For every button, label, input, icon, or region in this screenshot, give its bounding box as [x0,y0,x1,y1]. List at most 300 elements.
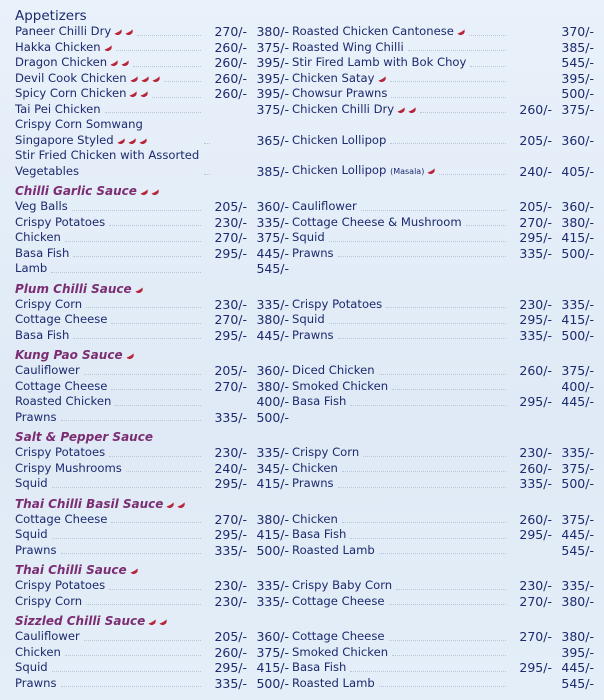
chili-icon [426,165,436,175]
menu-item [15,215,289,231]
chili-icon [396,104,406,114]
menu-item [15,379,289,395]
item-name-text: Crispy Corn [15,296,83,311]
price-full: 335/- [561,296,594,312]
menu-row [15,645,594,661]
price-half: 205/- [214,363,248,378]
chili-icon [137,135,147,145]
menu-row [15,363,594,379]
menu-row [15,199,594,215]
item-name-text: Cottage Cheese [15,378,108,393]
price-full: 445/- [256,245,290,261]
price-full: 395/- [561,644,594,660]
item-name-text: Chowsur Prawns [292,86,388,100]
menu-row [15,117,594,148]
item-name-text: Cauliflower [292,199,357,213]
price-full: 395/- [256,70,290,86]
menu-section [15,614,594,691]
menu-row [15,394,594,410]
menu-row [15,148,594,179]
item-name [292,328,334,344]
menu-item [15,527,289,543]
menu-item [289,461,594,477]
menu-row [15,86,594,102]
price-full: 370/- [561,24,594,39]
menu-row [15,261,594,277]
menu-item [15,246,289,262]
item-name-text: Roasted Chicken Cantonese [292,24,454,38]
menu-item [289,543,594,559]
chili-icon [456,26,466,36]
item-name-text: Crispy Potatoes [292,296,383,311]
menu-item [15,55,289,71]
item-name-text: Chicken [15,644,61,659]
chili-icon [133,284,143,294]
menu-item [15,24,289,40]
item-name [292,594,384,610]
item-name-text: Basa Fish [15,245,70,260]
item-name-text: Chicken Lollipop [292,132,387,147]
dotted-leader [51,272,201,273]
price-half: 260/- [519,460,552,476]
menu-item [289,527,594,543]
menu-item [289,379,594,395]
chili-icon [113,26,123,36]
price-half: 260/- [519,511,552,527]
menu-row [15,328,594,344]
section-title [15,563,594,578]
item-name-text: Squid [15,476,48,490]
dotted-leader [111,389,201,390]
item-name-text: Squid [15,660,48,674]
price-half: 260/- [214,86,248,101]
menu-row [15,527,594,543]
menu-item [289,102,594,118]
menu-item [15,117,289,148]
price-half: 230/- [519,445,552,460]
item-name-text: Veg Balls [15,199,68,213]
item-name-text: Prawns [15,409,57,424]
price-half: 230/- [519,296,552,312]
price-half: 230/- [214,445,248,460]
dotted-leader [379,686,506,687]
menu-item [15,660,289,676]
menu-row [15,379,594,395]
dotted-leader [61,553,202,554]
menu-item [15,543,289,559]
price-full: 360/- [561,199,594,214]
price-half: 260/- [214,39,248,55]
item-name [15,246,69,262]
price-full: 360/- [256,363,290,378]
menu-item [289,328,594,344]
dotted-leader [396,589,506,590]
item-name-text: Roasted Chicken [15,394,112,408]
menu-row [15,660,594,676]
item-name [292,363,375,379]
item-name [15,71,160,87]
menu-item [15,445,289,461]
dotted-leader [116,50,201,51]
section-title [15,184,594,199]
price-full: 415/- [256,527,290,542]
dotted-leader [137,35,201,36]
item-name [292,297,382,313]
item-name [15,261,47,277]
menu-row [15,55,594,71]
chili-icon [147,616,157,626]
menu-row [15,312,594,328]
price-half: 295/- [519,527,552,542]
dotted-leader [65,655,201,656]
price-half: 240/- [519,163,552,179]
price-full: 500/- [561,327,594,343]
price-half: 295/- [214,327,248,343]
price-full: 500/- [256,542,290,558]
menu-item [289,476,594,492]
price-full: 375/- [561,363,594,378]
price-full: 415/- [561,230,594,245]
item-name-text: Smoked Chicken [292,644,389,659]
item-name-text: Crispy Mushrooms [15,460,122,475]
item-name [292,24,465,40]
price-full: 345/- [256,460,290,476]
menu-item [289,261,594,277]
chili-icon [150,73,160,83]
menu-item [15,71,289,87]
price-full: 380/- [561,214,594,230]
price-half: 230/- [214,593,248,609]
menu-item [289,594,594,610]
menu-item [15,40,289,56]
item-name [15,645,61,661]
price-full: 335/- [256,214,290,230]
menu-section [15,497,594,559]
menu-item [15,363,289,379]
dotted-leader [470,66,506,67]
menu-item [289,86,594,102]
item-name [292,102,416,118]
price-half: 270/- [214,312,248,327]
item-name [15,86,148,102]
menu-row [15,246,594,262]
price-full: 385/- [561,39,594,55]
price-half: 260/- [214,644,248,660]
menu-item [289,394,594,410]
item-name [15,629,80,645]
dotted-leader [420,112,506,113]
item-name [15,199,68,215]
chili-icon [124,350,134,360]
item-name [292,461,338,477]
item-name-text: Paneer Chilli Dry [15,24,112,38]
item-name-text: Crispy Corn [15,593,83,608]
item-note: (Masala) [390,166,425,176]
item-name [15,394,111,410]
price-full: 335/- [561,445,594,460]
dotted-leader [390,143,506,144]
item-name-text: Chicken Satay [292,70,375,85]
dotted-leader [392,655,506,656]
item-name-text: Spicy Corn Chicken [15,86,127,100]
price-full: 385/- [256,163,290,179]
menu-item [289,445,594,461]
section-title-text: Appetizers [15,8,87,24]
price-half: 260/- [519,101,552,117]
dotted-leader [392,389,506,390]
menu-item [15,394,289,410]
price-full: 365/- [256,132,290,148]
item-name [292,527,346,543]
price-full: 545/- [256,261,290,276]
price-full: 500/- [561,86,594,101]
dotted-leader [152,97,201,98]
price-half: 270/- [214,24,248,39]
dotted-leader [338,256,506,257]
dotted-leader [109,589,201,590]
menu-item [289,410,594,426]
section-title-text: Salt & Pepper Sauce [15,430,153,444]
item-name-text: Roasted Lamb [292,675,375,690]
dotted-leader [52,671,201,672]
dotted-leader [342,471,506,472]
dotted-leader [329,323,506,324]
item-name-text: Basa Fish [292,527,347,541]
item-name [292,71,385,87]
dotted-leader [105,112,201,113]
dotted-leader [363,456,506,457]
price-full: 415/- [561,312,594,327]
chili-icon [102,42,112,52]
dotted-leader [361,210,506,211]
price-half: 335/- [214,409,248,425]
dotted-leader [111,522,201,523]
item-name [15,215,105,231]
dotted-leader [338,338,506,339]
price-half: 230/- [214,578,248,593]
item-name-text: Prawns [15,542,57,557]
dotted-leader [466,225,506,226]
section-title-text: Kung Pao Sauce [15,348,123,362]
item-name [292,512,338,528]
price-full: 380/- [256,511,290,527]
chili-icon [158,616,168,626]
item-name-text: Squid [15,527,48,541]
menu-item [15,676,289,692]
menu-item [15,230,289,246]
price-half: 295/- [519,312,552,327]
price-half: 205/- [214,199,248,214]
item-name-text: Basa Fish [292,394,347,408]
menu-section [15,430,594,492]
chili-icon [139,186,149,196]
dotted-leader [111,323,201,324]
item-name [15,40,112,56]
dotted-leader [329,241,506,242]
menu-item [289,55,594,71]
item-name-text: Crispy Baby Corn [292,578,393,592]
item-name [15,148,200,179]
price-full: 375/- [561,511,594,527]
price-full: 380/- [561,629,594,644]
menu-row [15,24,594,40]
price-half: 335/- [519,245,552,261]
item-name-text: Crispy Potatoes [15,445,106,459]
item-name [15,410,57,426]
price-full: 445/- [561,394,594,409]
price-full: 375/- [256,644,290,660]
price-full: 400/- [256,394,290,409]
item-name-text: Cottage Cheese [292,593,385,608]
price-full: 400/- [561,378,594,394]
item-name [15,594,82,610]
item-name-text: Prawns [292,476,334,490]
dotted-leader [379,374,506,375]
dotted-leader [204,174,210,175]
price-full: 380/- [256,24,290,39]
dotted-leader [350,538,506,539]
menu-item [15,261,289,277]
price-full: 335/- [256,296,290,312]
price-full: 500/- [561,476,594,491]
price-half: 270/- [519,593,552,609]
item-name-text: Cottage Cheese [292,629,385,643]
item-name [15,102,101,118]
item-name [292,246,334,262]
item-name [15,445,105,461]
chili-icon [407,104,417,114]
chili-icon [176,499,186,509]
item-name [15,117,200,148]
item-name-text: Chicken Lollipop [292,162,387,177]
menu-item [15,410,289,426]
menu-item [15,461,289,477]
menu-item [289,230,594,246]
dotted-leader [439,174,506,175]
price-full: 405/- [561,163,594,179]
price-full: 375/- [256,39,290,55]
dotted-leader [52,487,201,488]
menu-item [15,86,289,102]
price-half: 295/- [214,660,248,675]
menu-section [15,563,594,609]
menu-row [15,215,594,231]
menu-item [15,199,289,215]
dotted-leader [86,307,201,308]
item-name [15,512,107,528]
item-name [292,40,404,56]
menu-row [15,629,594,645]
item-name-text: Crispy Potatoes [15,578,106,592]
menu-item [289,117,594,148]
dotted-leader [390,81,506,82]
section-title [15,614,594,629]
item-name [292,645,388,661]
item-name [15,230,61,246]
price-half: 295/- [214,245,248,261]
item-name [292,660,346,676]
dotted-leader [379,553,506,554]
price-full: 335/- [256,445,290,460]
dotted-leader [115,405,201,406]
menu-row [15,445,594,461]
price-full: 545/- [561,55,594,70]
price-full: 380/- [256,378,290,394]
dotted-leader [84,374,201,375]
dotted-leader [61,686,202,687]
item-name [15,328,69,344]
chili-icon [115,135,125,145]
item-name [292,476,334,492]
menu-item [15,297,289,313]
price-full: 500/- [256,409,290,425]
price-half: 270/- [214,230,248,245]
dotted-leader [73,256,201,257]
menu-item [289,71,594,87]
item-name [15,363,80,379]
item-name [292,163,435,180]
price-half: 295/- [519,660,552,675]
chili-icon [109,57,119,67]
menu-item [15,148,289,179]
price-full: 380/- [256,312,290,327]
dotted-leader [386,307,506,308]
item-name-text: Chicken [292,460,338,475]
price-full: 335/- [256,593,290,609]
price-full: 395/- [561,70,594,86]
menu-section [15,184,594,277]
section-title [15,430,594,445]
menu-item [289,645,594,661]
dotted-leader [72,210,201,211]
item-name [292,230,325,246]
item-name [292,676,375,692]
dotted-leader [109,225,201,226]
chili-icon [124,26,134,36]
item-name-text: Chicken Chilli Dry [292,101,395,116]
item-name [292,312,325,328]
menu-item [289,215,594,231]
item-name-text: Diced Chicken [292,363,375,377]
item-name-text: Basa Fish [292,660,347,674]
price-full: 375/- [561,101,594,117]
item-name-text: Lamb [15,261,48,275]
item-name [292,133,386,149]
item-name [15,660,48,676]
item-name-text: Devil Cook Chicken [15,70,127,85]
item-name [15,379,107,395]
dotted-leader [126,471,201,472]
price-half: 260/- [214,70,248,86]
chili-icon [150,186,160,196]
price-half: 260/- [214,55,248,70]
price-full: 500/- [256,675,290,691]
menu-item [289,40,594,56]
item-name-text: Prawns [292,245,334,260]
item-name [15,676,57,692]
item-name [15,24,133,40]
menu-row [15,461,594,477]
section-title-text: Thai Chilli Sauce [15,563,127,577]
item-name-text: Crispy Potatoes [15,214,106,229]
item-name [15,578,105,594]
chili-icon [120,57,130,67]
price-full: 500/- [561,245,594,261]
price-half: 260/- [519,363,552,378]
section-title [15,9,594,24]
menu-item [15,476,289,492]
chili-icon [126,135,136,145]
